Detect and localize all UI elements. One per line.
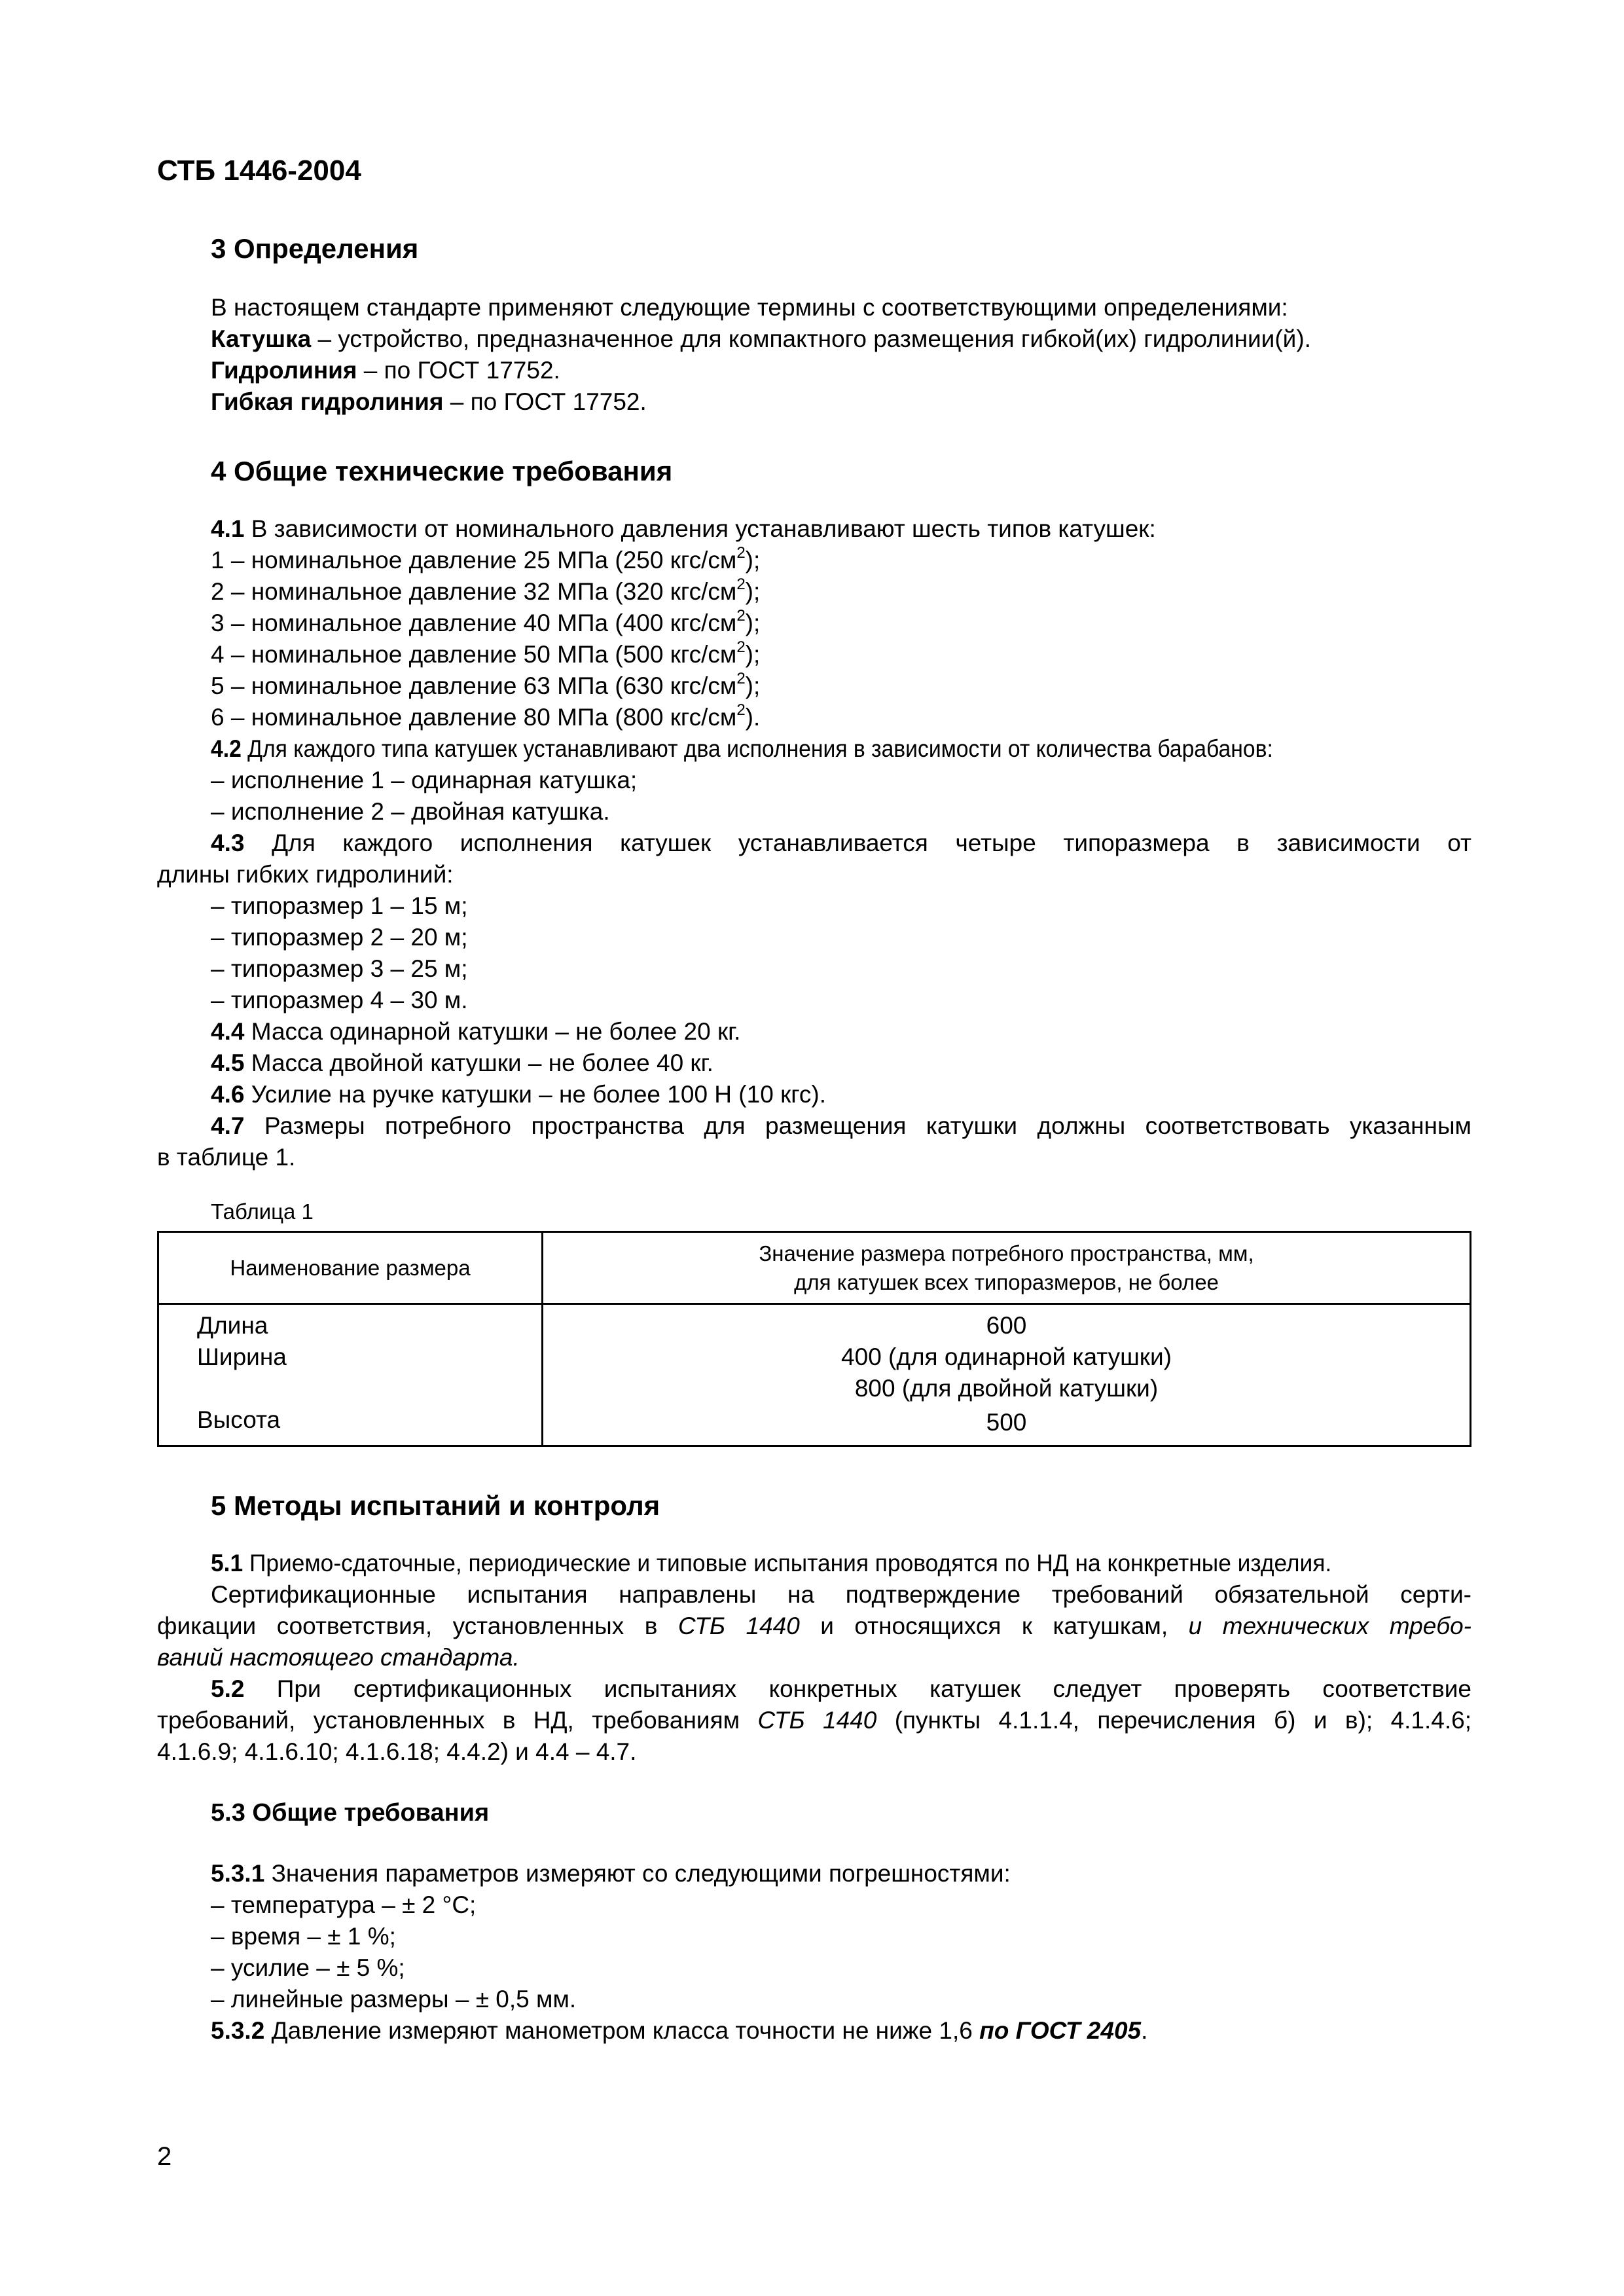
type-end: ); bbox=[745, 578, 761, 605]
size-names-cell bbox=[158, 1304, 543, 1446]
standard-ref: СТБ 1440 bbox=[757, 1707, 877, 1734]
clause-4-7-line-2: в таблице 1. bbox=[157, 1144, 296, 1171]
clause-4-3-line-2: длины гибких гидролиний: bbox=[157, 861, 454, 888]
pressure-type-5 bbox=[211, 670, 760, 704]
superscript: 2 bbox=[736, 701, 746, 719]
text: фикации соответствия, установленных в bbox=[157, 1613, 678, 1639]
clause-number: 4.1 bbox=[211, 515, 245, 542]
type-end: ); bbox=[745, 547, 761, 574]
section-3-title: 3 Определения bbox=[211, 233, 419, 264]
clause-4-2-line bbox=[211, 733, 1273, 764]
clause-number: 4.3 bbox=[211, 829, 245, 856]
clause-number: 4.4 bbox=[211, 1018, 245, 1045]
section-5-title: 5 Методы испытаний и контроля bbox=[211, 1490, 660, 1521]
term: Катушка bbox=[211, 325, 312, 352]
superscript: 2 bbox=[736, 544, 746, 562]
pressure-type-1 bbox=[211, 545, 760, 579]
text: требований, установленных в НД, требованиям bbox=[157, 1707, 758, 1734]
standard-ref: СТБ 1440 bbox=[677, 1613, 800, 1639]
type-end: ); bbox=[745, 672, 761, 699]
clause-text: Значения параметров измеряют со следующими погрешностями: bbox=[264, 1860, 1011, 1887]
clause-text: Приемо-сдаточные, периодические и типовые испытания проводятся по НД на конкретные изделия. bbox=[243, 1550, 1332, 1576]
size-value: 600 bbox=[986, 1312, 1027, 1339]
table-body-row bbox=[158, 1304, 1471, 1446]
term-gibkaya-gidroliniya bbox=[211, 386, 647, 417]
clause-number: 5.3.2 bbox=[211, 2017, 265, 2044]
size-4: – типоразмер 4 – 30 м. bbox=[211, 987, 468, 1013]
clause-text: Для каждого исполнения катушек устанавливается четыре типоразмера в зависимости от bbox=[244, 829, 1471, 856]
section-4-title: 4 Общие технические требования bbox=[211, 456, 673, 486]
clause-text: Масса двойной катушки – не более 40 кг. bbox=[244, 1049, 713, 1076]
clause-number: 5.1 bbox=[211, 1550, 244, 1576]
header-line: для катушек всех типоразмеров, не более bbox=[794, 1269, 1219, 1294]
clause-5-2-line-1 bbox=[211, 1673, 1471, 1704]
clause-text: Давление измеряют манометром класса точности не ниже 1,6 bbox=[264, 2017, 980, 2044]
subsection-5-3-title: 5.3 Общие требования bbox=[211, 1799, 490, 1827]
certification-line-3: ваний настоящего стандарта. bbox=[157, 1644, 520, 1671]
error-linear: – линейные размеры – ± 0,5 мм. bbox=[211, 1986, 577, 2013]
text: (пункты 4.1.1.4, перечисления б) и в); 4.1.4.6; bbox=[876, 1707, 1472, 1734]
size-value: 800 (для двойной катушки) bbox=[854, 1375, 1159, 1402]
clause-4-5 bbox=[211, 1048, 713, 1078]
term-definition: – по ГОСТ 17752. bbox=[443, 388, 647, 415]
section-3-intro: В настоящем стандарте применяют следующие термины с соответствующими определениями: bbox=[211, 294, 1288, 321]
table-caption: Таблица 1 bbox=[211, 1199, 314, 1224]
clause-4-1 bbox=[211, 513, 1156, 544]
size-value: 500 bbox=[986, 1409, 1027, 1436]
size-name: Высота bbox=[197, 1406, 281, 1433]
pressure-type-6 bbox=[211, 702, 760, 736]
clause-5-3-1 bbox=[211, 1858, 1011, 1889]
page-number: 2 bbox=[157, 2142, 172, 2171]
clause-5-1 bbox=[211, 1548, 1384, 1578]
clause-text: Размеры потребного пространства для размещения катушки должны соответствовать указанным bbox=[244, 1112, 1471, 1139]
term-definition: – устройство, предназначенное для компактного размещения гибкой(их) гидролинии(й). bbox=[311, 325, 1311, 352]
clause-5-2-line-2 bbox=[157, 1705, 1471, 1736]
size-2: – типоразмер 2 – 20 м; bbox=[211, 924, 468, 951]
term-definition: – по ГОСТ 17752. bbox=[357, 357, 560, 384]
size-name: Длина bbox=[197, 1312, 268, 1339]
type-end: ); bbox=[745, 641, 761, 668]
document-code: СТБ 1446-2004 bbox=[157, 155, 361, 187]
standard-ref: по ГОСТ 2405 bbox=[979, 2017, 1142, 2044]
type-end: ); bbox=[745, 610, 761, 636]
clause-4-2 bbox=[211, 733, 1378, 764]
certification-line-1: Сертификационные испытания направлены на подтверждение требований обязательной серти- bbox=[211, 1581, 1471, 1608]
type-end: ). bbox=[745, 704, 761, 731]
superscript: 2 bbox=[736, 638, 746, 656]
italic-text: и технических требо- bbox=[1188, 1613, 1471, 1639]
size-value: 400 (для одинарной катушки) bbox=[841, 1343, 1172, 1370]
clause-number: 5.2 bbox=[211, 1675, 245, 1702]
clause-text: При сертификационных испытаниях конкретных катушек следует проверять соответствие bbox=[244, 1675, 1471, 1702]
pressure-type-3 bbox=[211, 608, 760, 642]
term-katushka bbox=[211, 323, 1311, 354]
certification-line-2 bbox=[157, 1611, 1471, 1641]
column-header-name: Наименование размера bbox=[158, 1232, 543, 1304]
term-gidroliniya bbox=[211, 355, 560, 386]
version-2: – исполнение 2 – двойная катушка. bbox=[211, 798, 610, 825]
clause-4-4 bbox=[211, 1016, 740, 1047]
clause-4-6 bbox=[211, 1079, 826, 1110]
type-text: 2 – номинальное давление 32 МПа (320 кгс/см bbox=[211, 578, 737, 605]
superscript: 2 bbox=[736, 575, 746, 593]
clause-number: 4.2 bbox=[211, 735, 242, 762]
size-1: – типоразмер 1 – 15 м; bbox=[211, 892, 468, 919]
clause-text: Усилие на ручке катушки – не более 100 Н (10 кгс). bbox=[244, 1081, 827, 1108]
size-3: – типоразмер 3 – 25 м; bbox=[211, 955, 468, 982]
type-text: 1 – номинальное давление 25 МПа (250 кгс/см bbox=[211, 547, 737, 574]
pressure-type-2 bbox=[211, 576, 760, 610]
error-temperature: – температура – ± 2 °С; bbox=[211, 1891, 477, 1918]
type-text: 4 – номинальное давление 50 МПа (500 кгс/см bbox=[211, 641, 737, 668]
error-time: – время – ± 1 %; bbox=[211, 1923, 396, 1950]
term: Гидролиния bbox=[211, 357, 357, 384]
clause-5-3-2 bbox=[211, 2015, 1147, 2046]
version-1: – исполнение 1 – одинарная катушка; bbox=[211, 767, 638, 793]
term: Гибкая гидролиния bbox=[211, 388, 444, 415]
error-force: – усилие – ± 5 %; bbox=[211, 1954, 405, 1981]
text: и относящихся к катушкам, bbox=[799, 1613, 1189, 1639]
clause-text: Масса одинарной катушки – не более 20 кг. bbox=[244, 1018, 741, 1045]
clause-text: В зависимости от номинального давления устанавливают шесть типов катушек: bbox=[244, 515, 1156, 542]
type-text: 6 – номинальное давление 80 МПа (800 кгс/см bbox=[211, 704, 737, 731]
pressure-type-4 bbox=[211, 639, 760, 673]
type-text: 5 – номинальное давление 63 МПа (630 кгс/см bbox=[211, 672, 737, 699]
column-header-value bbox=[543, 1232, 1471, 1304]
table-header-row bbox=[158, 1232, 1471, 1304]
header-line: Значение размера потребного пространства, мм, bbox=[759, 1241, 1254, 1266]
clause-number: 4.6 bbox=[211, 1081, 245, 1108]
superscript: 2 bbox=[736, 607, 746, 625]
type-text: 3 – номинальное давление 40 МПа (400 кгс/см bbox=[211, 610, 737, 636]
size-name: Ширина bbox=[197, 1343, 287, 1370]
clause-text: Для каждого типа катушек устанавливают два исполнения в зависимости от количества барабанов: bbox=[241, 735, 1273, 762]
clause-number: 4.5 bbox=[211, 1049, 245, 1076]
spacer bbox=[197, 1373, 541, 1404]
clause-4-3-line-1 bbox=[211, 828, 1471, 858]
size-values-cell bbox=[543, 1304, 1471, 1446]
clause-number: 5.3.1 bbox=[211, 1860, 265, 1887]
clause-4-7-line-1 bbox=[211, 1110, 1471, 1141]
clause-number: 4.7 bbox=[211, 1112, 245, 1139]
table-1 bbox=[157, 1231, 1471, 1447]
superscript: 2 bbox=[736, 670, 746, 687]
clause-5-1-line bbox=[211, 1548, 1331, 1578]
clause-5-2-line-3: 4.1.6.9; 4.1.6.10; 4.1.6.18; 4.4.2) и 4.4 – 4.7. bbox=[157, 1738, 637, 1765]
clause-end: . bbox=[1141, 2017, 1148, 2044]
